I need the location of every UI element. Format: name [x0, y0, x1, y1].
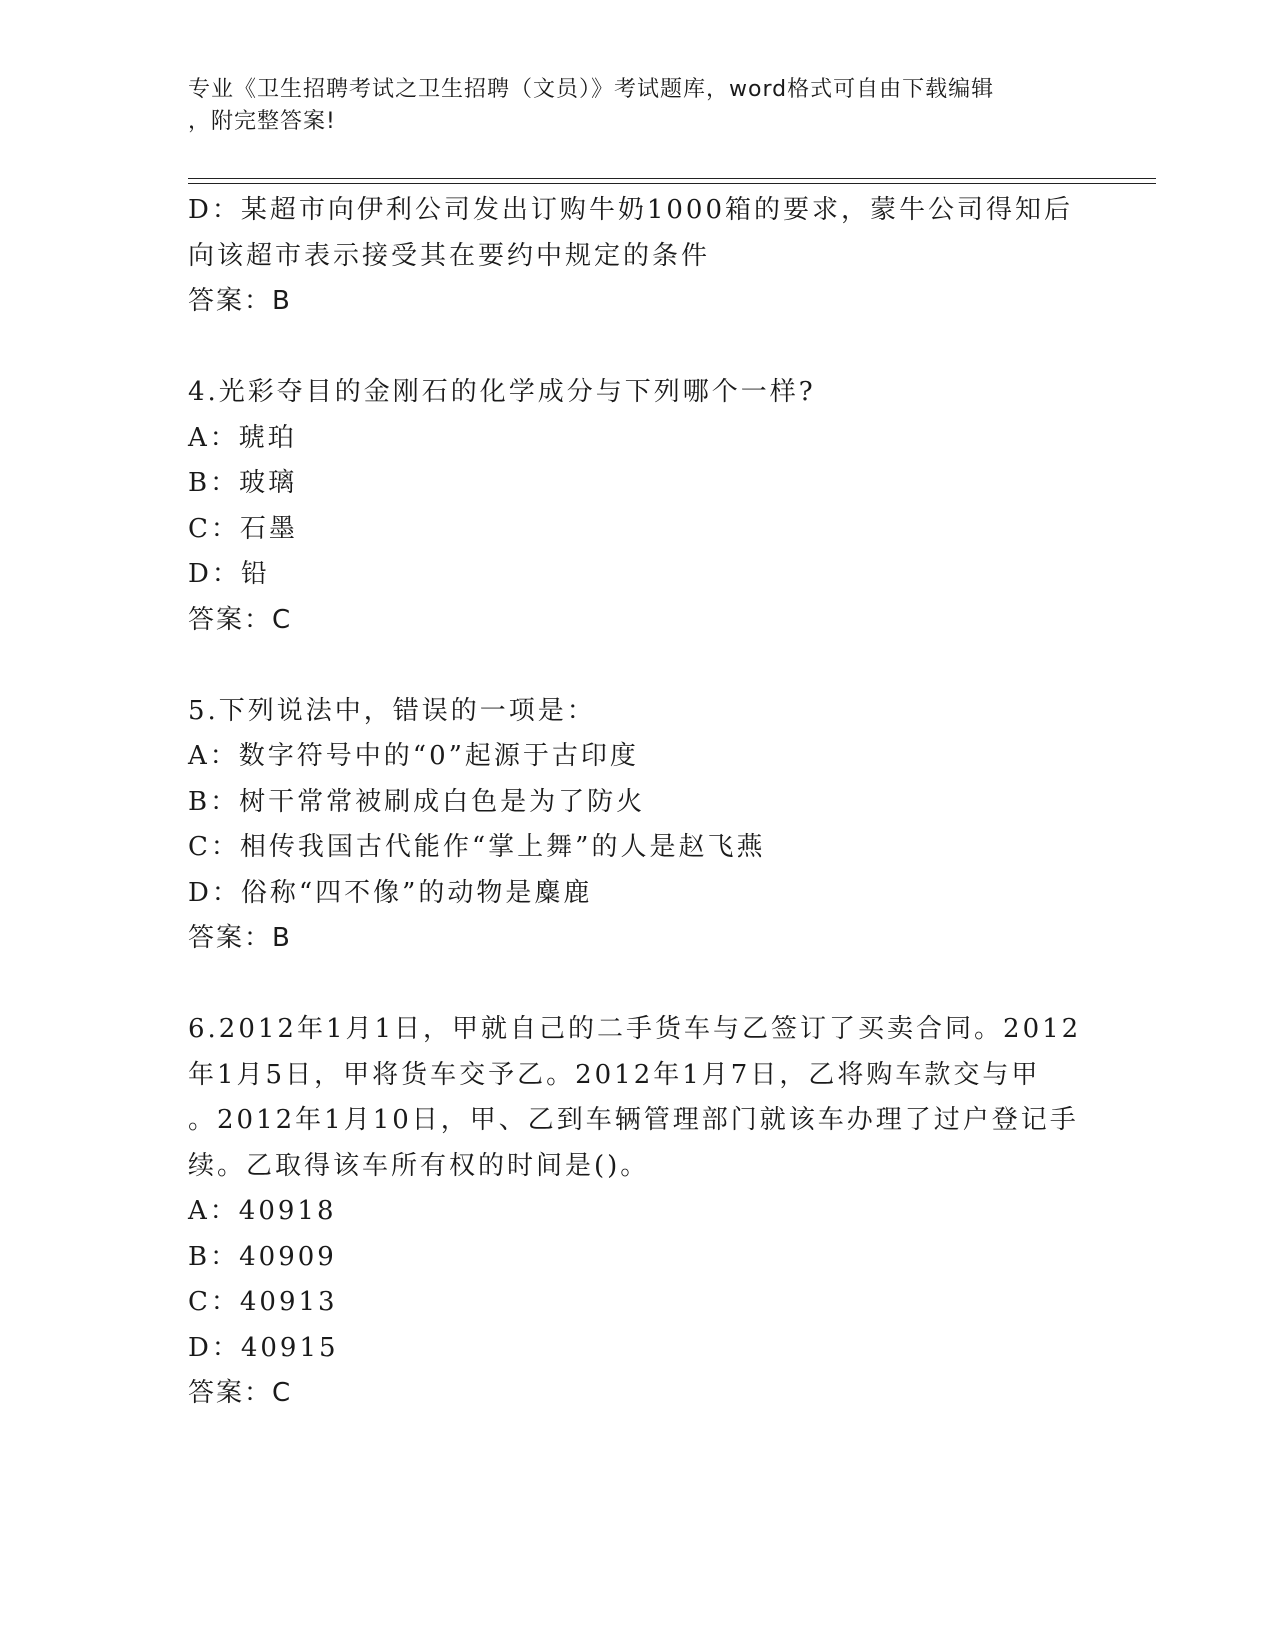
- option-b: B：树干常常被刷成白色是为了防火: [188, 786, 646, 817]
- header-divider-top: [188, 178, 1156, 179]
- question-5: [188, 689, 1088, 962]
- option-b: B：40909: [188, 1241, 337, 1272]
- option-d: D：俗称“四不像”的动物是麋鹿: [188, 877, 593, 908]
- answer: 答案：C: [188, 1378, 293, 1408]
- option-a: A：数字符号中的“0”起源于古印度: [188, 741, 639, 771]
- question-text-line-1: 6.2012年1月1日，甲就自己的二手货车与乙签订了买卖合同。2012: [188, 1014, 1082, 1044]
- question-text: 4.光彩夺目的金刚石的化学成分与下列哪个一样?: [188, 377, 816, 407]
- question-3-tail: [188, 188, 1088, 325]
- option-d-line-1: D：某超市向伊利公司发出订购牛奶1000箱的要求，蒙牛公司得知后: [188, 195, 1074, 225]
- option-d-line-2: 向该超市表示接受其在要约中规定的条件: [188, 240, 711, 271]
- document-body: [188, 188, 1088, 1417]
- header-line-2: ，附完整答案!: [188, 109, 336, 134]
- question-text-line-3: 。2012年1月10日，甲、乙到车辆管理部门就该车办理了过户登记手: [188, 1105, 1079, 1135]
- option-c: C：石墨: [188, 513, 298, 544]
- question-4: [188, 370, 1088, 643]
- option-c: C：40913: [188, 1287, 338, 1317]
- document-header: [188, 74, 1068, 138]
- answer: 答案：B: [188, 923, 292, 953]
- option-c: C：相传我国古代能作“掌上舞”的人是赵飞燕: [188, 832, 766, 862]
- question-text: 5.下列说法中，错误的一项是：: [188, 695, 596, 726]
- spacer: [188, 325, 1088, 371]
- header-divider-bottom: [188, 183, 1156, 184]
- option-a: A：琥珀: [188, 422, 297, 453]
- option-b: B：玻璃: [188, 468, 298, 498]
- option-d: D：40915: [188, 1332, 339, 1363]
- header-line-1: 专业《卫生招聘考试之卫生招聘（文员）》考试题库，word格式可自由下载编辑: [188, 77, 995, 102]
- spacer: [188, 962, 1088, 1008]
- question-text-line-4: 续。乙取得该车所有权的时间是()。: [188, 1150, 650, 1181]
- answer: 答案：C: [188, 604, 293, 635]
- answer: 答案：B: [188, 286, 292, 316]
- question-6: [188, 1007, 1088, 1417]
- question-text-line-2: 年1月5日，甲将货车交予乙。2012年1月7日，乙将购车款交与甲: [188, 1059, 1041, 1090]
- spacer: [188, 643, 1088, 689]
- option-d: D：铅: [188, 559, 270, 589]
- option-a: A：40918: [188, 1196, 337, 1226]
